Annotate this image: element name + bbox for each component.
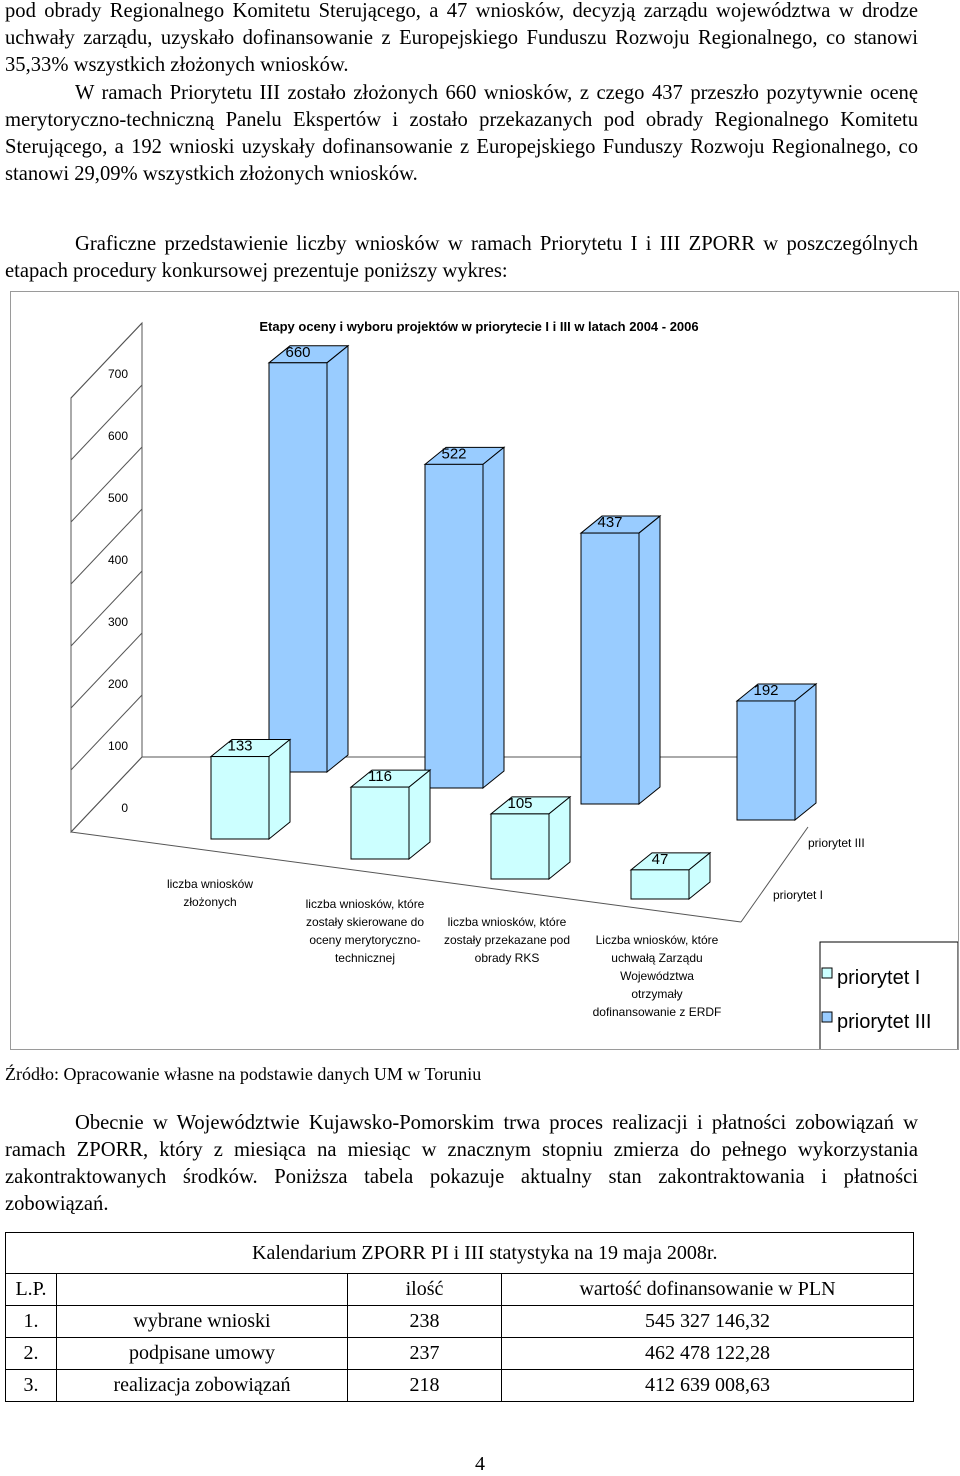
y-axis	[71, 323, 142, 832]
x-tick-label: liczba wniosków, które	[447, 915, 567, 929]
y-gridline	[71, 757, 142, 832]
depth-axis-labels	[773, 836, 865, 902]
series-priorytet-III-bar	[425, 464, 483, 788]
table-row	[6, 1370, 914, 1402]
series-priorytet-I-bar-side	[269, 740, 290, 839]
bar-chart	[11, 292, 958, 1049]
x-tick-label: zostały przekazane pod	[443, 933, 571, 947]
row-lp: 3.	[6, 1370, 57, 1402]
y-gridline	[71, 323, 142, 398]
series-priorytet-III-bar-side	[327, 346, 348, 772]
paragraph-4-text: Obecnie w Województwie Kujawsko-Pomorskim trwa proces realizacji i płatności zobowiązań w ramach ZPORR, który z miesiąca na miesiąc w znacznym stopniu zmierza do pełnego wykorzystania zakontraktowanych środków. Poniższa tabela pokazuje aktualny stan zakontraktowania i płatności zobowiązań.	[5, 1112, 918, 1215]
series-priorytet-I-bar	[631, 870, 689, 899]
paragraph-3	[5, 231, 918, 285]
table-title: Kalendarium ZPORR PI i III statystyka na 19 maja 2008r.	[57, 1233, 914, 1274]
y-gridline	[71, 385, 142, 460]
table-row	[6, 1306, 914, 1338]
chart-frame	[10, 291, 959, 1050]
left-wall	[71, 323, 142, 832]
x-tick-label: Liczba wniosków, które	[595, 933, 719, 947]
series-priorytet-I-data-label: 116	[368, 768, 392, 786]
x-tick-label: uchwałą Zarządu	[611, 951, 703, 965]
y-tick-label: 200	[107, 677, 128, 691]
row-value: 545 327 146,32	[502, 1306, 914, 1338]
x-tick-label: złożonych	[183, 895, 237, 909]
y-tick-label: 100	[107, 739, 128, 753]
paragraph-1: pod obrady Regionalnego Komitetu Sterującego, a 47 wniosków, decyzją zarządu województwa w drodze uchwały zarządu, uzyskało dofinansowanie z Europejskiego Funduszu Rozwoju Regionalnego, co stanowi 35,33% wszystkich złożonych wniosków.	[5, 0, 918, 76]
row-lp: 2.	[6, 1338, 57, 1370]
source-note: Źródło: Opracowanie własne na podstawie danych UM w Toruniu	[5, 1064, 482, 1084]
page-number: 4	[475, 1453, 485, 1475]
table-title-row	[6, 1233, 914, 1274]
series-priorytet-I-bar	[351, 787, 409, 859]
row-lp: 1.	[6, 1306, 57, 1338]
series-priorytet-III-bar	[269, 363, 327, 772]
series-priorytet-III-data-label: 660	[285, 343, 311, 361]
chart-legend	[820, 942, 958, 1049]
header-value: wartość dofinansowanie w PLN	[502, 1274, 914, 1306]
series-priorytet-III-bar	[581, 533, 639, 804]
paragraph-4	[5, 1110, 918, 1218]
series-priorytet-III-data-label: 192	[753, 681, 779, 699]
row-name: wybrane wnioski	[57, 1306, 348, 1338]
header-count: ilość	[348, 1274, 502, 1306]
series-priorytet-III-bar-side	[795, 684, 816, 820]
row-value: 462 478 122,28	[502, 1338, 914, 1370]
x-tick-label: obrady RKS	[474, 951, 540, 965]
y-gridline	[71, 633, 142, 708]
row-value: 412 639 008,63	[502, 1370, 914, 1402]
y-gridline	[71, 509, 142, 584]
x-tick-label: liczba wniosków, które	[305, 897, 425, 911]
header-lp: L.P.	[6, 1274, 57, 1306]
header-name	[57, 1274, 348, 1306]
row-name: podpisane umowy	[57, 1338, 348, 1370]
y-gridline	[71, 447, 142, 522]
y-tick-label: 0	[121, 801, 128, 815]
row-name: realizacja zobowiązań	[57, 1370, 348, 1402]
series-priorytet-III-bar	[737, 701, 795, 820]
legend-swatch	[822, 968, 832, 978]
legend-label: priorytet I	[837, 967, 921, 989]
paragraph-3-text: Graficzne przedstawienie liczby wniosków w ramach Priorytetu I i III ZPORR w poszczególnych etapach procedury konkursowej prezentuje poniższy wykres:	[5, 233, 918, 282]
x-tick-label: oceny merytoryczno-	[309, 933, 421, 947]
series-priorytet-III-data-label: 522	[441, 445, 467, 463]
right-floor-line	[741, 827, 808, 922]
x-tick-label: otrzymały	[631, 987, 683, 1001]
chart-title: Etapy oceny i wyboru projektów w priorytecie I i III w latach 2004 - 2006	[259, 319, 699, 334]
table-header-row	[6, 1274, 914, 1306]
x-tick-label: zostały skierowane do	[305, 915, 425, 929]
series-priorytet-I-bar	[491, 814, 549, 879]
series-priorytet-I-bar	[211, 757, 269, 839]
series-priorytet-III-bar-side	[483, 447, 504, 788]
series-priorytet-I-data-label: 105	[507, 794, 533, 812]
table-title-spacer	[6, 1233, 57, 1274]
series-priorytet-III-bar-side	[639, 516, 660, 804]
y-tick-label: 600	[107, 429, 128, 443]
y-tick-label: 700	[107, 367, 128, 381]
y-gridline	[71, 695, 142, 770]
series-priorytet-III-data-label: 437	[597, 514, 623, 532]
series-priorytet-I-data-label: 47	[651, 850, 669, 868]
chart-bars	[211, 344, 816, 899]
row-count: 238	[348, 1306, 502, 1338]
y-tick-label: 300	[107, 615, 128, 629]
series-priorytet-I-data-label: 133	[227, 737, 253, 755]
x-tick-label: technicznej	[334, 951, 396, 965]
x-tick-label: Województwa	[620, 969, 694, 983]
x-tick-label: dofinansowanie z ERDF	[592, 1005, 722, 1019]
x-tick-label: liczba wniosków	[166, 877, 254, 891]
depth-label: priorytet I	[773, 888, 824, 902]
paragraph-2	[5, 80, 918, 188]
y-tick-label: 400	[107, 553, 128, 567]
y-tick-label: 500	[107, 491, 128, 505]
row-count: 218	[348, 1370, 502, 1402]
depth-label: priorytet III	[808, 836, 865, 850]
statistics-table	[5, 1232, 914, 1402]
table-row	[6, 1338, 914, 1370]
legend-swatch	[822, 1012, 832, 1022]
row-count: 237	[348, 1338, 502, 1370]
y-gridline	[71, 571, 142, 646]
legend-label: priorytet III	[837, 1011, 932, 1033]
paragraph-2-text: W ramach Priorytetu III zostało złożonych 660 wniosków, z czego 437 przeszło pozytywnie ocenę merytoryczno-techniczną Panelu Ekspertów i zostało przekazanych pod obrady Regionalnego Komitetu Sterującego, a 192 wnioski uzyskały dofinansowanie z Europejskiego Funduszy Rozwoju Regionalnego, co stanowi 29,09% wszystkich złożonych wniosków.	[5, 82, 918, 185]
